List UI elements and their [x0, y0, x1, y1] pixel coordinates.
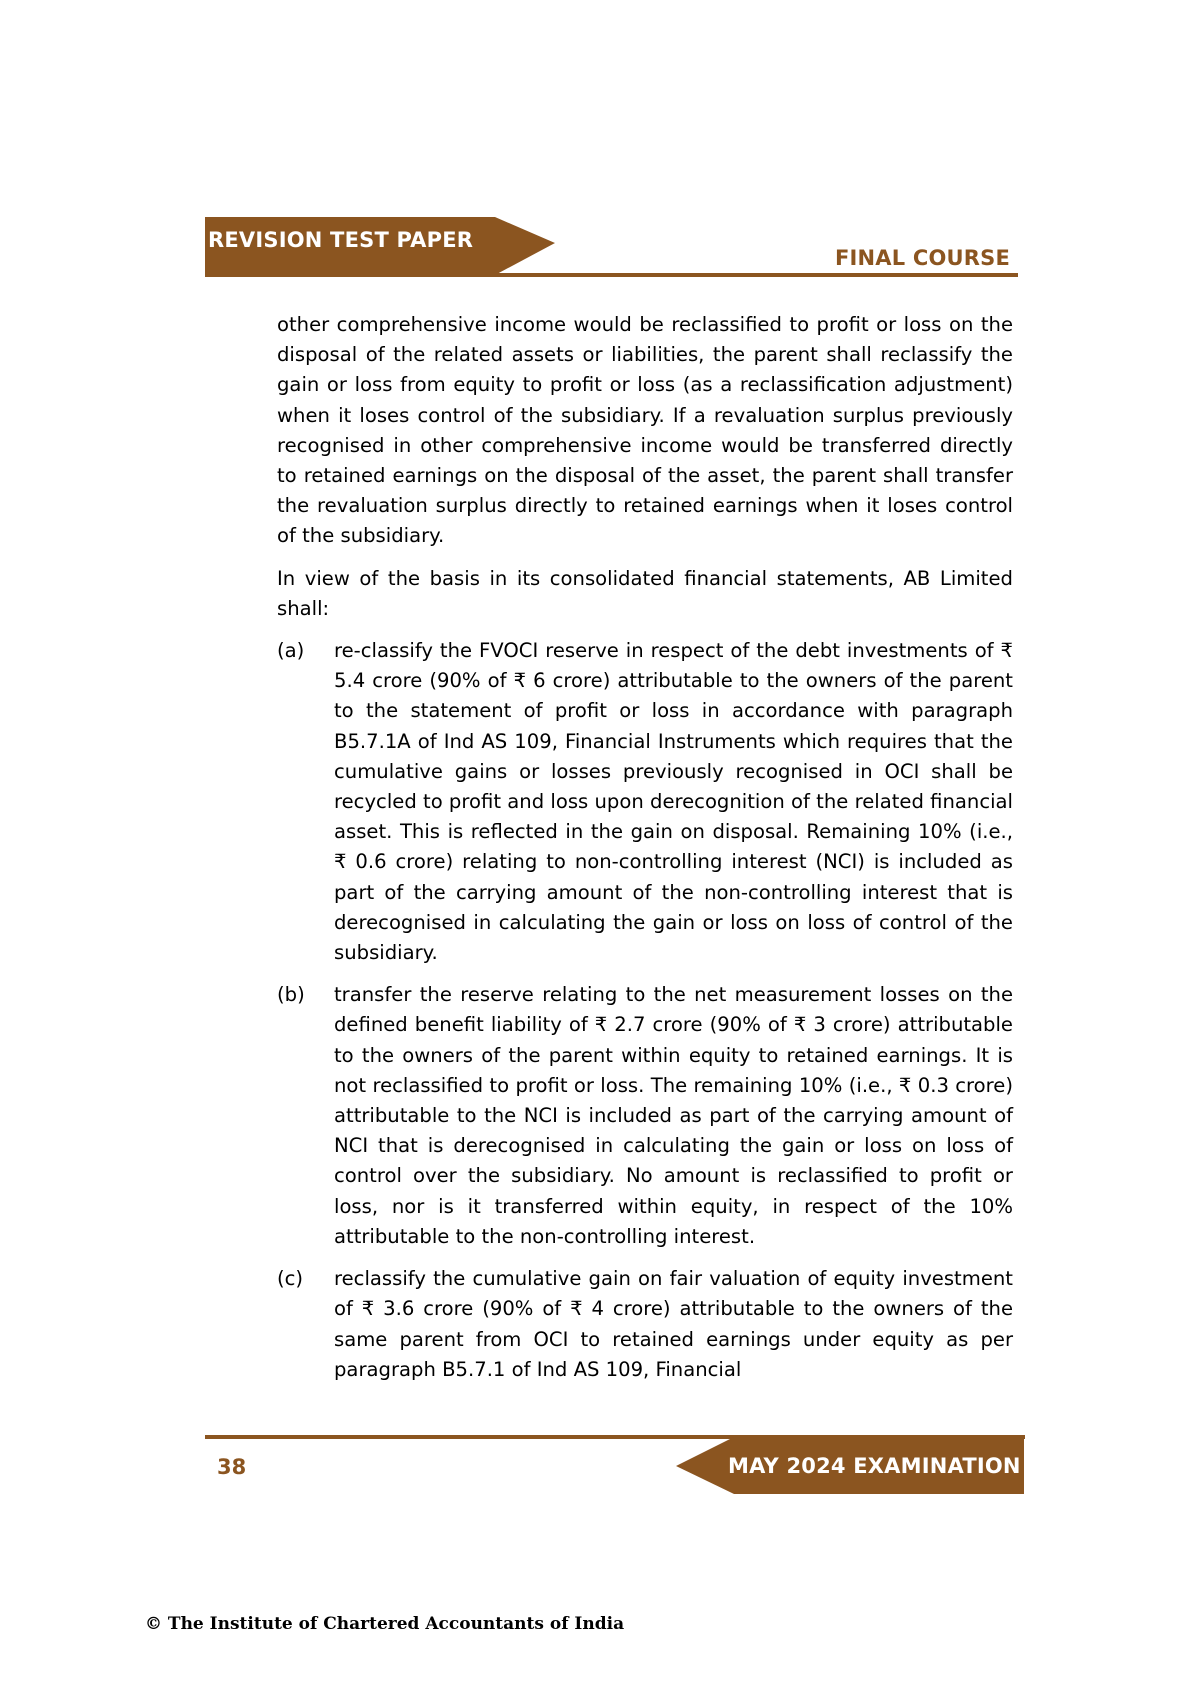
copyright-notice: © The Institute of Chartered Accountants of India	[145, 1614, 625, 1634]
list-item-c	[277, 1264, 1013, 1385]
header-divider	[205, 273, 1018, 277]
list-item-text: reclassify the cumulative gain on fair valuation of equity investment of ₹ 3.6 crore (90% of ₹ 4 crore) attributable to the owners of the same parent from OCI to retained earnings under equity as per paragraph B5.7.1 of Ind AS 109, Financial	[334, 1267, 1013, 1381]
list-item-label: (b)	[277, 983, 305, 1007]
body-paragraph-1: other comprehensive income would be reclassified to profit or loss on the disposal of the related assets or liabilities, the parent shall reclassify the gain or loss from equity to profit or loss (as a reclassification adjustment) when it loses control of the subsidiary. If a revaluation surplus previously recognised in other comprehensive income would be transferred directly to retained earnings on the disposal of the asset, the parent shall transfer the revaluation surplus directly to retained earnings when it loses control of the subsidiary.	[277, 313, 1013, 548]
exam-label: MAY 2024 EXAMINATION	[728, 1454, 1021, 1478]
list-item-a	[277, 636, 1013, 968]
list-item-text: re-classify the FVOCI reserve in respect of the debt investments of ₹ 5.4 crore (90% of ₹ 6 crore) attributable to the owners of the parent to the statement of profit or loss in accordance with paragraph B5.7.1A of Ind AS 109, Financial Instruments which requires that the cumulative gains or losses previously recognised in OCI shall be recycled to profit and loss upon derecognition of the related financial asset. This is reflected in the gain on disposal. Remaining 10% (i.e., ₹ 0.6 crore) relating to non-controlling interest (NCI) is included as part of the carrying amount of the non-controlling interest that is derecognised in calculating the gain or loss on loss of control of the subsidiary.	[334, 639, 1013, 965]
list-item-label: (a)	[277, 639, 305, 663]
list-item-text: transfer the reserve relating to the net measurement losses on the defined benefit liability of ₹ 2.7 crore (90% of ₹ 3 crore) attributable to the owners of the parent within equity to retained earnings. It is not reclassified to profit or loss. The remaining 10% (i.e., ₹ 0.3 crore) attributable to the NCI is included as part of the carrying amount of NCI that is derecognised in calculating the gain or loss on loss of control over the subsidiary. No amount is reclassified to profit or loss, nor is it transferred within equity, in respect of the 10% attributable to the non-controlling interest.	[334, 983, 1013, 1248]
header-tag-label: REVISION TEST PAPER	[208, 228, 474, 252]
course-title: FINAL COURSE	[834, 246, 1010, 270]
page-body	[277, 310, 1013, 1397]
body-paragraph-2: In view of the basis in its consolidated financial statements, AB Limited shall:	[277, 566, 1013, 620]
list-item-label: (c)	[277, 1267, 304, 1291]
list-item-b	[277, 980, 1013, 1252]
page-number: 38	[217, 1455, 247, 1479]
